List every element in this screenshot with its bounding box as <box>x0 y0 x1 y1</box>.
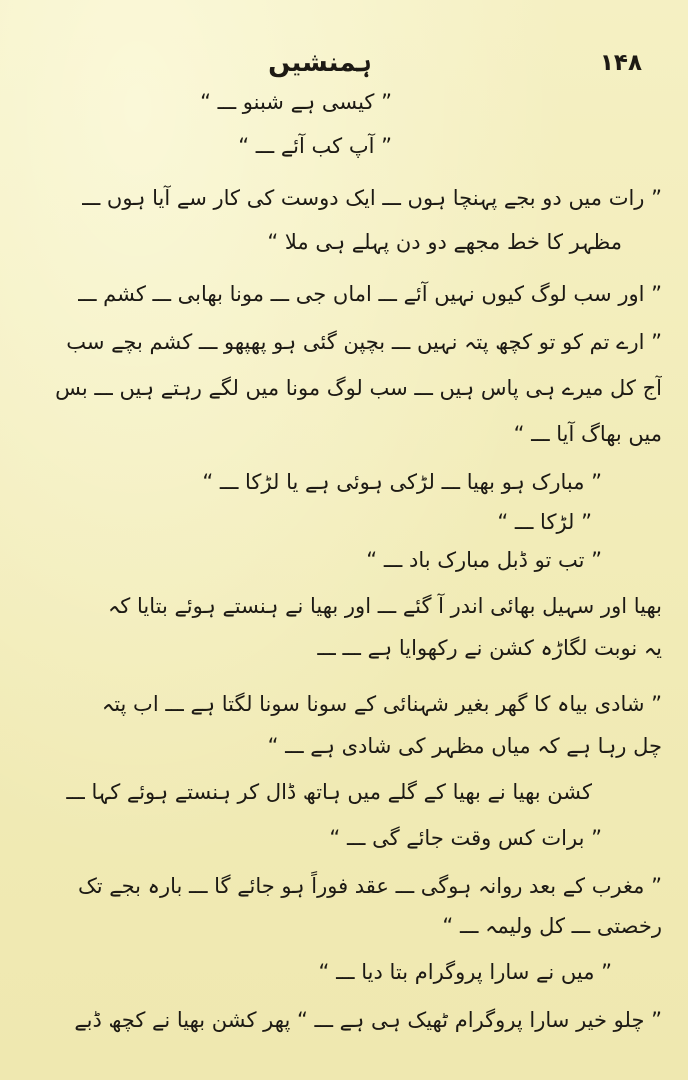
text-line: ” مبارک ہو بھیا ـــ لڑکی ہوئی ہے یا لڑکا ـــ “ <box>202 470 602 494</box>
text-line: ” کیسی ہے شبنو ـــ “ <box>200 90 392 114</box>
text-line: چل رہا ہے کہ میاں مظہر کی شادی ہے ـــ “ <box>267 734 662 758</box>
text-line: ” شادی بیاہ کا گھر بغیر شہنائی کے سونا سونا لگتا ہے ـــ اب پتہ <box>101 692 662 716</box>
text-line: ” رات میں دو بجے پہنچا ہوں ـــ ایک دوست کی کار سے آیا ہوں ـــ <box>81 186 662 210</box>
page-number: ۱۴۸ <box>599 50 642 76</box>
text-line: مظہر کا خط مجھے دو دن پہلے ہی ملا “ <box>267 230 622 254</box>
page-body <box>26 84 662 1054</box>
text-line: ” اور سب لوگ کیوں نہیں آئے ـــ اماں جی ـــ مونا بھابی ـــ کشم ـــ <box>78 282 662 306</box>
page-title: ہمنشیں <box>268 48 372 78</box>
text-line: ” برات کس وقت جائے گی ـــ “ <box>329 826 602 850</box>
text-line: ” لڑکا ـــ “ <box>497 510 592 534</box>
text-line: ” چلو خیر سارا پروگرام ٹھیک ہی ہے ـــ “ پھر کشن بھیا نے کچھ ڈبے <box>74 1008 662 1032</box>
text-line: ” تب تو ڈبل مبارک باد ـــ “ <box>366 548 602 572</box>
text-line: ” مغرب کے بعد روانہ ہوگی ـــ عقد فوراً ہو جائے گا ـــ بارہ بجے تک <box>77 874 662 898</box>
text-line: ” آپ کب آئے ـــ “ <box>238 134 392 158</box>
text-line: آج کل میرے ہی پاس ہیں ـــ سب لوگ مونا میں لگے رہتے ہیں ـــ بس <box>55 376 662 400</box>
text-line: ” میں نے سارا پروگرام بتا دیا ـــ “ <box>318 960 612 984</box>
text-line: بھیا اور سہیل بھائی اندر آ گئے ـــ اور بھیا نے ہنستے ہوئے بتایا کہ <box>108 594 662 618</box>
text-line: رخصتی ـــ کل ولیمہ ـــ “ <box>442 914 662 938</box>
text-line: میں بھاگ آیا ـــ “ <box>513 422 662 446</box>
text-line: ” ارے تم کو تو کچھ پتہ نہیں ـــ بچپن گئی ہو پھپھو ـــ کشم بچے سب <box>66 330 662 354</box>
text-line: کشن بھیا نے بھیا کے گلے میں ہاتھ ڈال کر ہنستے ہوئے کہا ـــ <box>66 780 592 804</box>
text-line: یہ نوبت لگاڑہ کشن نے رکھوایا ہے ـــ ـــ <box>317 636 662 660</box>
